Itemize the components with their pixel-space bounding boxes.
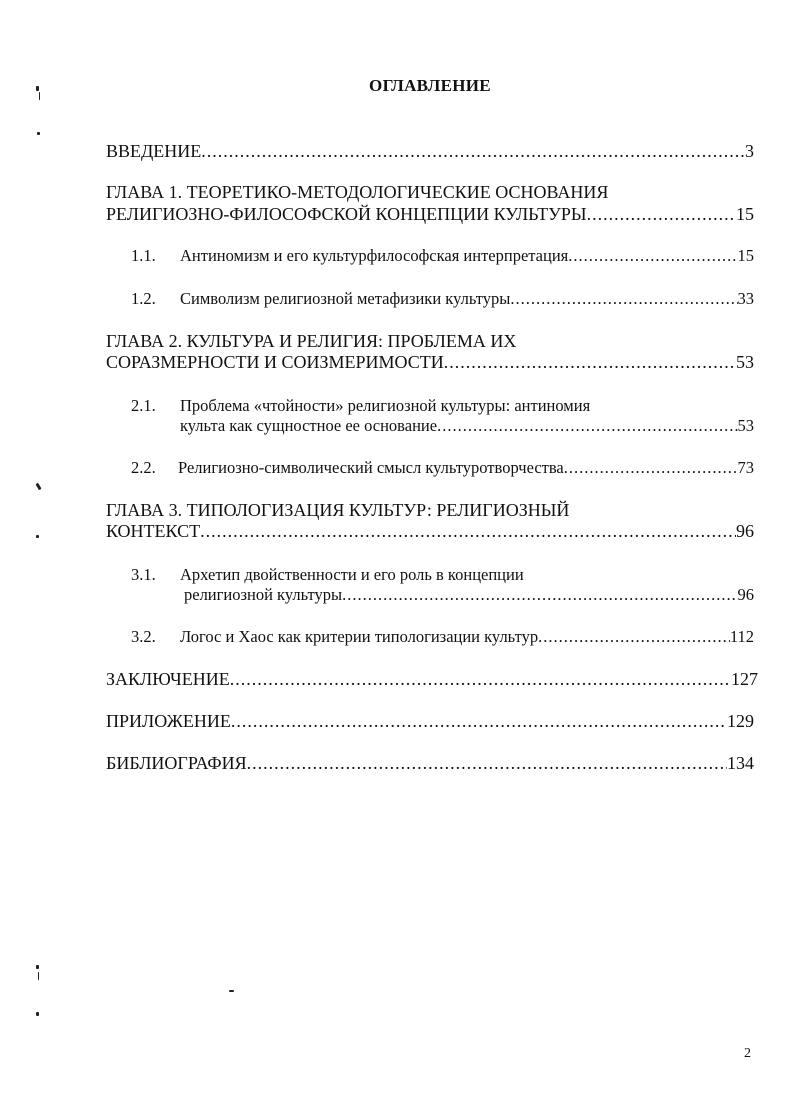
- toc-page-number: 33: [737, 289, 754, 308]
- toc-page-number: 3: [745, 141, 754, 161]
- scan-speck: [39, 92, 40, 100]
- dot-leader: [510, 288, 737, 310]
- toc-entry-section-2-1[interactable]: [180, 415, 754, 437]
- toc-entry-conclusion[interactable]: [106, 668, 758, 690]
- dot-leader: [564, 457, 738, 479]
- toc-page-number: 96: [736, 521, 754, 541]
- toc-entry-label: ВВЕДЕНИЕ: [106, 141, 202, 161]
- dot-leader: [538, 626, 730, 648]
- scan-speck: [36, 86, 39, 91]
- toc-entry-label: религиозной культуры: [184, 585, 343, 604]
- toc-section-number: 1.2.: [131, 289, 156, 308]
- toc-entry-label: СОРАЗМЕРНОСТИ И СОИЗМЕРИМОСТИ: [106, 352, 444, 372]
- toc-section-3-1-title: Архетип двойственности и его роль в концепции: [180, 565, 524, 584]
- toc-page-number: 127: [731, 669, 758, 689]
- toc-entry-label: БИБЛИОГРАФИЯ: [106, 753, 247, 773]
- toc-page-number: 53: [737, 416, 754, 435]
- toc-page-number: 15: [736, 204, 754, 224]
- toc-entry-label: Логос и Хаос как критерии типологизации культур: [180, 627, 539, 646]
- dot-leader: [201, 140, 745, 162]
- toc-entry-appendix[interactable]: [106, 710, 754, 732]
- toc-entry-chapter-2[interactable]: [106, 351, 754, 373]
- toc-chapter-1-title: ГЛАВА 1. ТЕОРЕТИКО-МЕТОДОЛОГИЧЕСКИЕ ОСНОВАНИЯ: [106, 182, 609, 202]
- toc-entry-label: Антиномизм и его культурфилософская интерпретация: [180, 246, 569, 265]
- toc-entry-label: Символизм религиозной метафизики культуры: [180, 289, 511, 308]
- scan-speck: [35, 483, 41, 491]
- toc-page-number: 129: [727, 711, 754, 731]
- toc-page-number: 53: [736, 352, 754, 372]
- dot-leader: [568, 245, 737, 267]
- scan-speck: [38, 972, 39, 980]
- toc-entry-label: ПРИЛОЖЕНИЕ: [106, 711, 231, 731]
- toc-entry-label: КОНТЕКСТ: [106, 521, 201, 541]
- page-title: ОГЛАВЛЕНИЕ: [369, 76, 491, 95]
- toc-entry-label: РЕЛИГИОЗНО-ФИЛОСОФСКОЙ КОНЦЕПЦИИ КУЛЬТУРЫ: [106, 204, 587, 224]
- toc-entry-section-3-2[interactable]: [180, 626, 754, 648]
- dot-leader: [247, 752, 727, 774]
- dot-leader: [342, 584, 737, 606]
- scan-speck: [37, 132, 40, 135]
- scan-speck: [229, 990, 234, 992]
- page-number: 2: [744, 1046, 751, 1061]
- scan-speck: [36, 965, 39, 969]
- dot-leader: [437, 415, 737, 437]
- dot-leader: [230, 668, 731, 690]
- toc-entry-bibliography[interactable]: [106, 752, 754, 774]
- scan-speck: [36, 1012, 39, 1016]
- toc-entry-chapter-3[interactable]: [106, 520, 754, 542]
- dot-leader: [444, 351, 736, 373]
- toc-entry-introduction[interactable]: [106, 140, 754, 162]
- dot-leader: [587, 203, 736, 225]
- toc-section-2-1-title: Проблема «чтойности» религиозной культуры: антиномия: [180, 396, 591, 415]
- scan-speck: [36, 535, 39, 538]
- dot-leader: [200, 520, 736, 542]
- dot-leader: [231, 710, 727, 732]
- toc-entry-section-1-2[interactable]: [180, 288, 754, 310]
- toc-page-number: 134: [727, 753, 754, 773]
- toc-section-number: 3.1.: [131, 565, 156, 584]
- toc-entry-label: культа как сущностное ее основание: [180, 416, 438, 435]
- toc-chapter-2-title: ГЛАВА 2. КУЛЬТУРА И РЕЛИГИЯ: ПРОБЛЕМА ИХ: [106, 331, 517, 351]
- toc-entry-label: Религиозно-символический смысл культуротворчества: [178, 458, 564, 477]
- toc-section-number: 1.1.: [131, 246, 156, 265]
- toc-chapter-3-title: ГЛАВА 3. ТИПОЛОГИЗАЦИЯ КУЛЬТУР: РЕЛИГИОЗНЫЙ: [106, 500, 570, 520]
- toc-entry-section-1-1[interactable]: [180, 245, 754, 267]
- toc-section-number: 2.2.: [131, 458, 156, 477]
- toc-entry-section-3-1[interactable]: [184, 584, 754, 606]
- toc-entry-section-2-2[interactable]: [178, 457, 754, 479]
- toc-entry-label: ЗАКЛЮЧЕНИЕ: [106, 669, 230, 689]
- toc-section-number: 2.1.: [131, 396, 156, 415]
- toc-page-number: 96: [737, 585, 754, 604]
- toc-section-number: 3.2.: [131, 627, 156, 646]
- toc-page-number: 112: [729, 627, 754, 646]
- toc-page-number: 73: [737, 458, 754, 477]
- toc-page-number: 15: [737, 246, 754, 265]
- toc-entry-chapter-1[interactable]: [106, 203, 754, 225]
